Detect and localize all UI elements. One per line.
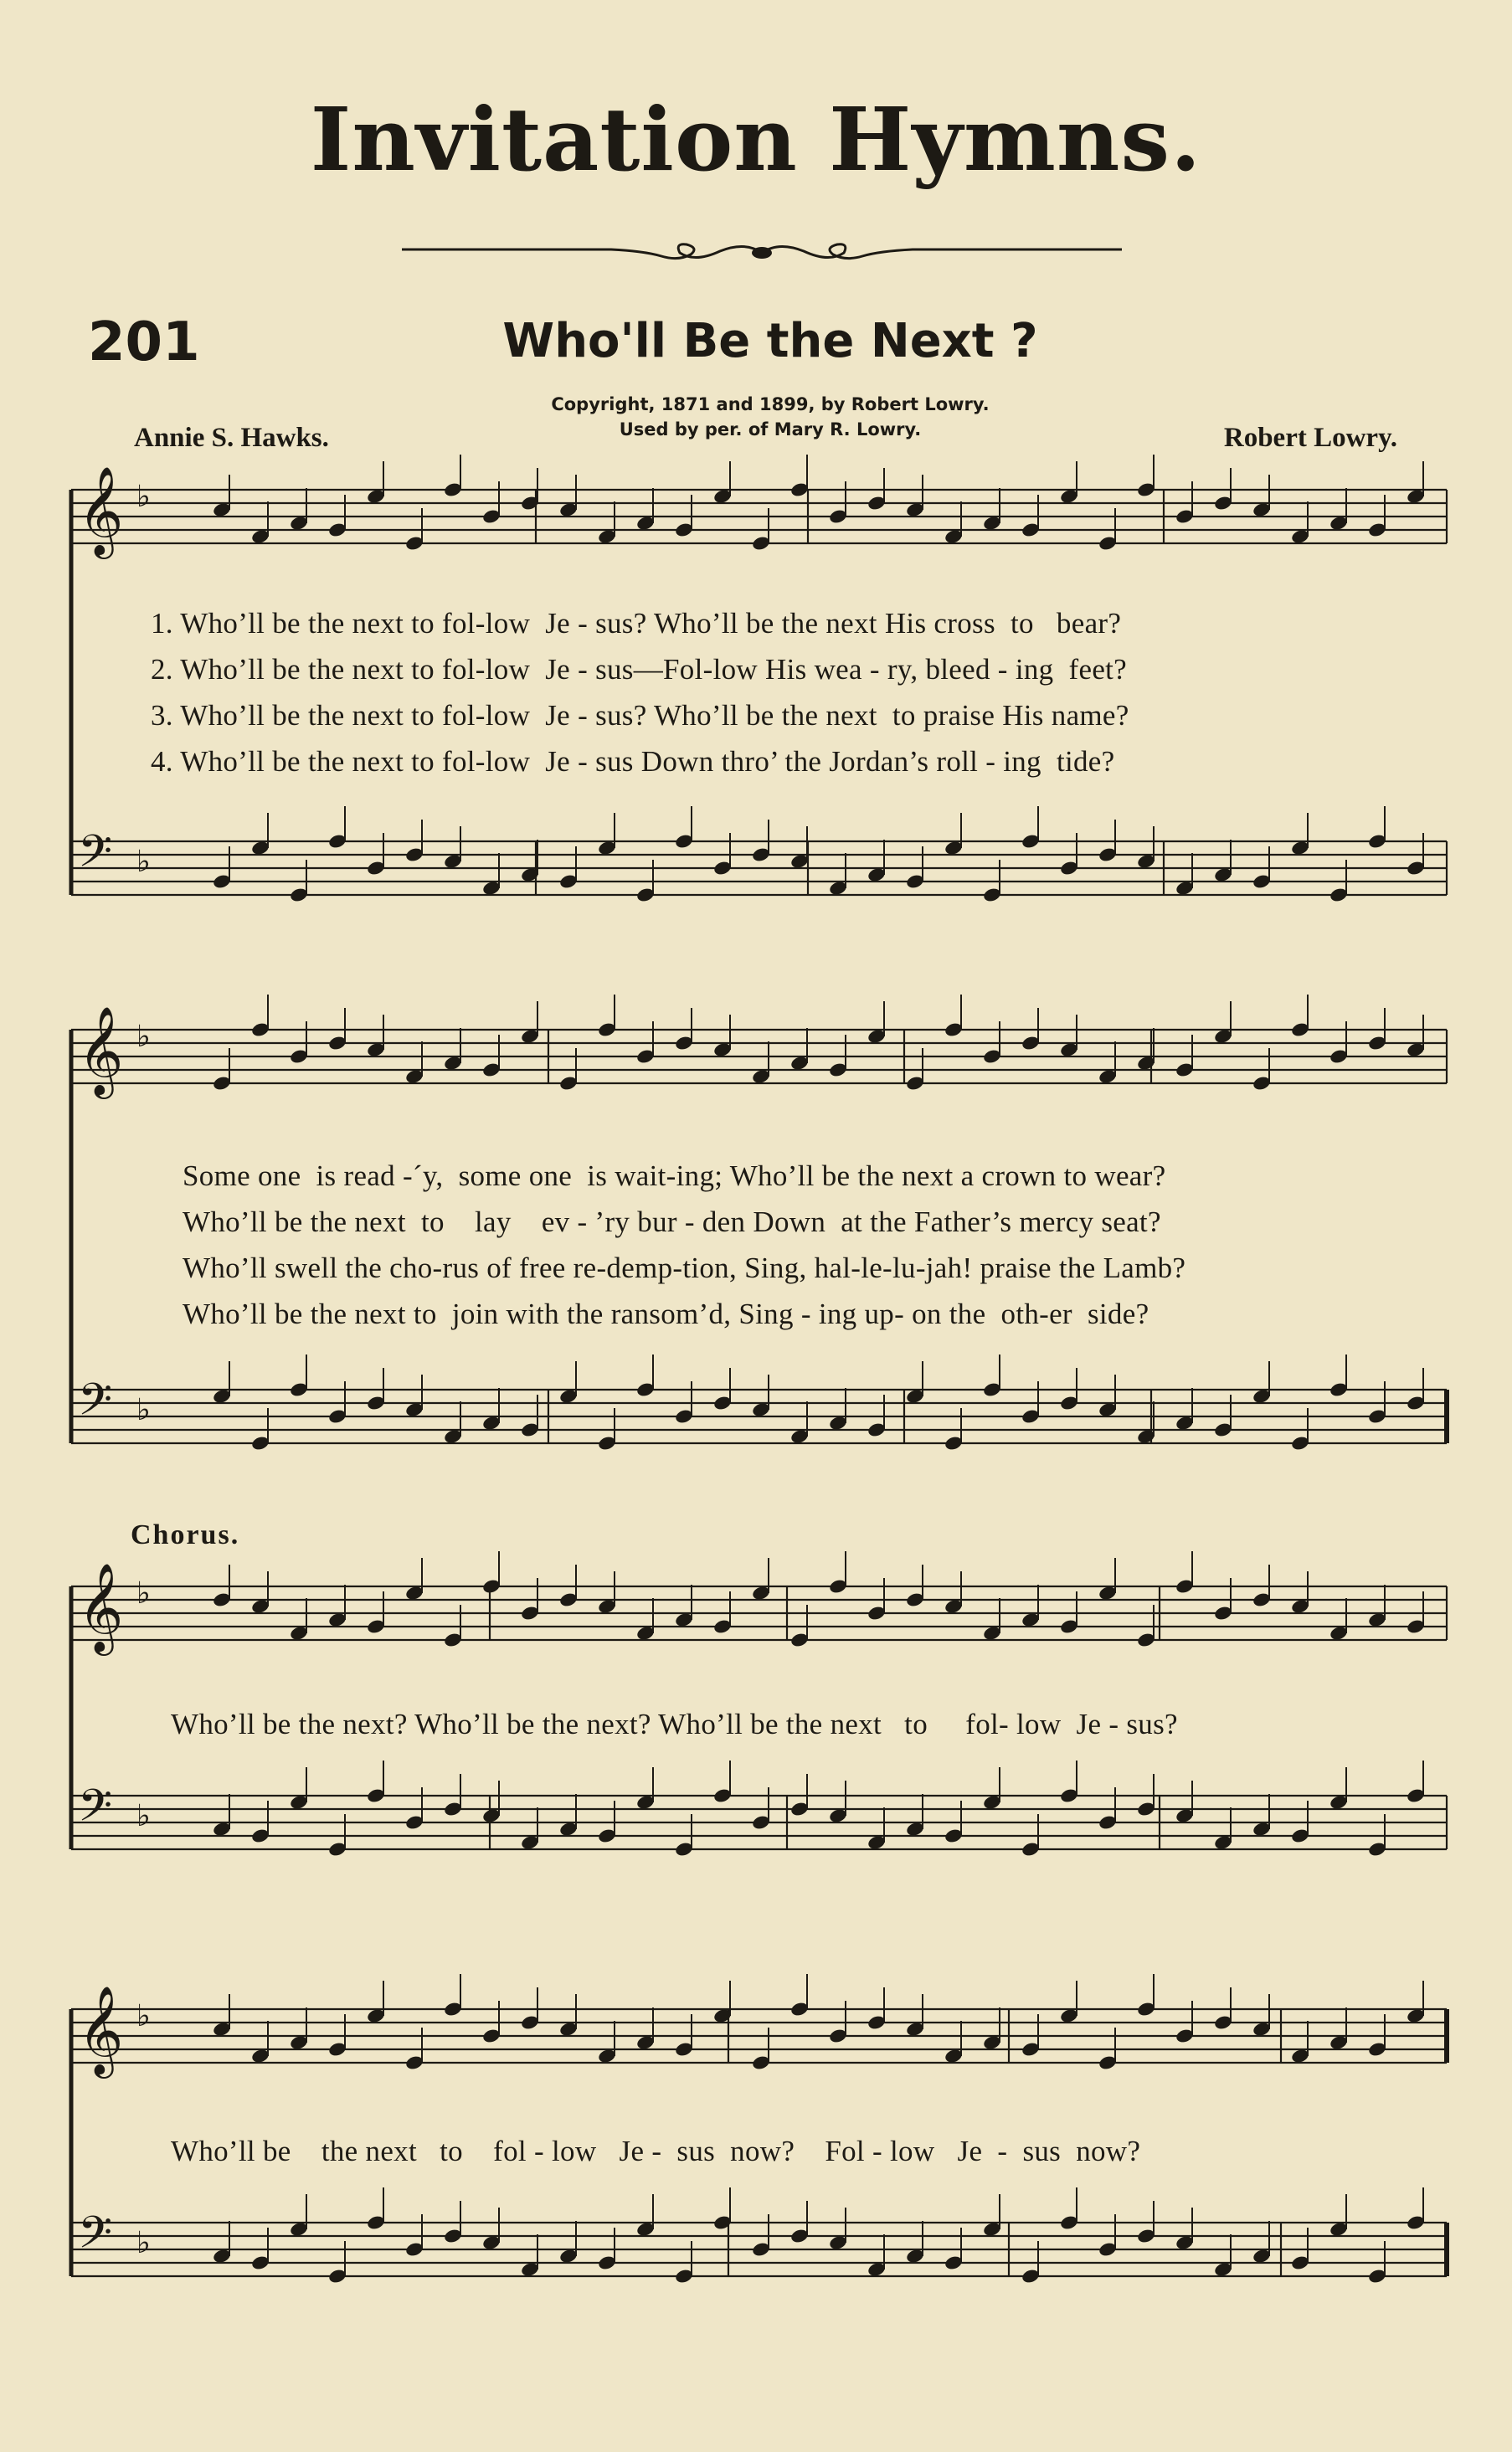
lyricist-credit: Annie S. Hawks. — [134, 423, 329, 453]
flat-icon: ♭ — [136, 480, 151, 514]
bass-clef-icon: 𝄢 — [78, 1781, 113, 1843]
verse-line-1-cont: Some one is read -´y, some one is wait-ing; Who’ll be the next a crown to wear? — [183, 1159, 1166, 1192]
bass-clef-icon: 𝄢 — [78, 2208, 113, 2270]
treble-clef-icon: 𝄞 — [78, 465, 124, 555]
flat-icon: ♭ — [136, 1999, 151, 2033]
chorus-lyric-1: Who’ll be the next? Who’ll be the next? Who’ll be the next to fol- low Je - sus? — [171, 1708, 1178, 1740]
clefs — [78, 465, 151, 2270]
verse-line-4-cont: Who’ll be the next to join with the ransom’d, Sing - ing up- on the oth-er side? — [183, 1298, 1149, 1330]
flat-icon: ♭ — [136, 1799, 151, 1833]
treble-clef-icon: 𝄞 — [78, 1005, 124, 1095]
flat-icon: ♭ — [136, 1393, 151, 1427]
verse-line-3-cont: Who’ll swell the cho-rus of free re-demp-tion, Sing, hal-le-lu-jah! praise the Lamb? — [183, 1252, 1186, 1284]
flat-icon: ♭ — [136, 845, 151, 879]
treble-clef-icon: 𝄞 — [78, 1562, 124, 1652]
composer-credit: Robert Lowry. — [1223, 423, 1397, 453]
flat-icon: ♭ — [136, 2226, 151, 2260]
copyright-line: Copyright, 1871 and 1899, by Robert Lowry. — [551, 394, 990, 414]
verse-line-1: 1. Who’ll be the next to fol-low Je - sus? Who’ll be the next His cross to bear? — [151, 607, 1122, 640]
verse-line-2: 2. Who’ll be the next to fol-low Je - sus—Fol-low His wea - ry, bleed - ing feet? — [151, 653, 1128, 686]
verse-line-4: 4. Who’ll be the next to fol-low Je - sus Down thro’ the Jordan’s roll - ing tide? — [151, 745, 1115, 778]
flat-icon: ♭ — [136, 1020, 151, 1054]
hymn-number: 201 — [88, 311, 200, 373]
verse-line-3: 3. Who’ll be the next to fol-low Je - sus? Who’ll be the next to praise His name? — [151, 699, 1129, 732]
treble-clef-icon: 𝄞 — [78, 1985, 124, 2074]
chorus-lyric-2: Who’ll be the next to fol - low Je - sus now? Fol - low Je - sus now? — [171, 2135, 1141, 2167]
bass-clef-icon: 𝄢 — [78, 826, 113, 888]
bass-clef-icon: 𝄢 — [78, 1375, 113, 1437]
flat-icon: ♭ — [136, 1576, 151, 1611]
chorus-label: Chorus. — [131, 1519, 240, 1550]
permission-line: Used by per. of Mary R. Lowry. — [619, 419, 922, 440]
verse-line-2-cont: Who’ll be the next to lay ev - ’ry bur - den Down at the Father’s mercy seat? — [183, 1205, 1161, 1238]
section-title: Invitation Hymns. — [310, 88, 1202, 191]
hymn-title: Who'll Be the Next ? — [502, 314, 1038, 368]
